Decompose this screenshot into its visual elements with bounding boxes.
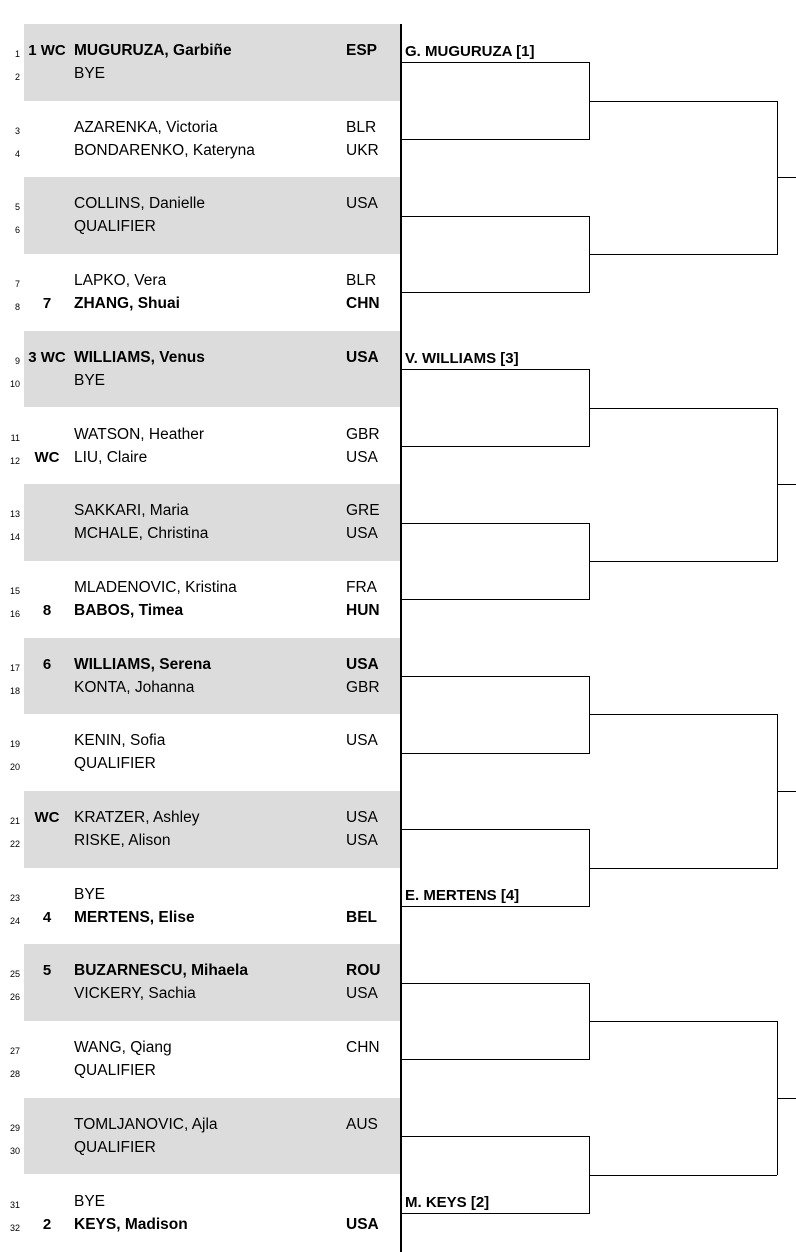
player-name: ZHANG, Shuai	[74, 295, 180, 313]
draw-position: 11	[10, 432, 20, 443]
draw-position: 32	[9, 1222, 20, 1233]
player-name: QUALIFIER	[74, 755, 156, 773]
player-name: BYE	[74, 371, 106, 389]
match-band	[24, 1098, 401, 1175]
bracket-line	[401, 369, 589, 370]
player-name: KEYS, Madison	[74, 1215, 188, 1233]
bracket-line	[589, 868, 777, 869]
player-nation: USA	[346, 985, 378, 1003]
seed-label: WC	[34, 809, 60, 826]
player-nation: CHN	[346, 295, 380, 313]
bracket-line	[401, 1213, 589, 1214]
bracket-line	[589, 101, 777, 102]
player-nation: FRA	[346, 578, 377, 596]
player-nation: UKR	[346, 141, 379, 159]
draw-position: 29	[9, 1122, 20, 1133]
draw-position: 19	[9, 739, 20, 750]
match-band	[24, 944, 401, 1021]
player-nation: USA	[346, 732, 378, 750]
player-name: MERTENS, Elise	[74, 908, 195, 926]
player-name: TOMLJANOVIC, Ajla	[74, 1115, 218, 1133]
player-name: KRATZER, Ashley	[74, 809, 200, 826]
draw-position: 18	[9, 685, 20, 696]
bracket-line	[401, 676, 589, 677]
player-name: QUALIFIER	[74, 1138, 156, 1156]
bracket-line	[401, 983, 589, 984]
player-name: QUALIFIER	[74, 218, 156, 236]
advanced-player: E. MERTENS [4]	[405, 887, 520, 905]
player-name: WANG, Qiang	[74, 1039, 172, 1057]
draw-position: 2	[14, 72, 20, 82]
draw-position: 22	[9, 839, 20, 849]
draw-position: 17	[9, 662, 20, 673]
match-band	[24, 484, 401, 561]
match-band	[24, 24, 401, 101]
bracket-line	[777, 177, 796, 178]
seed-label: 2	[42, 1215, 52, 1233]
bracket-line	[401, 139, 589, 140]
player-name: BONDARENKO, Kateryna	[74, 141, 255, 159]
player-nation: ESP	[346, 42, 378, 59]
bracket-line	[401, 599, 589, 600]
draw-position: 9	[14, 355, 20, 366]
draw-position: 21	[9, 816, 20, 826]
player-nation: USA	[346, 195, 378, 213]
seed-label: 1 WC	[28, 42, 66, 59]
bracket-line	[401, 829, 589, 830]
player-nation: USA	[346, 348, 379, 366]
player-name: MLADENOVIC, Kristina	[74, 578, 237, 596]
bracket-line	[589, 408, 777, 409]
draw-position: 26	[9, 992, 20, 1003]
seed-label: 5	[42, 962, 52, 980]
match-band	[24, 638, 401, 715]
draw-position: 8	[14, 302, 20, 313]
player-nation: USA	[346, 809, 378, 826]
player-name: BYE	[74, 65, 106, 82]
draw-position: 3	[14, 125, 20, 136]
player-nation: USA	[346, 448, 378, 466]
player-nation: USA	[346, 655, 379, 673]
seed-label: WC	[34, 448, 60, 466]
bracket-line	[589, 254, 777, 255]
draw-position: 15	[9, 585, 20, 596]
bracket-line	[401, 523, 589, 524]
player-nation: GRE	[346, 502, 380, 520]
draw-position: 12	[9, 455, 20, 466]
player-name: QUALIFIER	[74, 1062, 156, 1080]
draw-position: 14	[9, 532, 20, 543]
advanced-player: G. MUGURUZA [1]	[405, 43, 535, 61]
draw-position: 4	[14, 148, 20, 159]
bracket-line	[589, 1021, 777, 1022]
seed-label: 7	[42, 295, 52, 313]
player-nation: BLR	[346, 272, 377, 290]
player-name: BUZARNESCU, Mihaela	[74, 962, 248, 980]
player-name: BYE	[74, 1192, 106, 1210]
player-name: MCHALE, Christina	[74, 525, 209, 543]
player-nation: BEL	[346, 908, 377, 926]
draw-position: 7	[14, 279, 20, 290]
player-name: WILLIAMS, Venus	[74, 348, 205, 366]
player-name: BABOS, Timea	[74, 601, 184, 619]
player-name: VICKERY, Sachia	[74, 985, 196, 1003]
player-name: KENIN, Sofia	[74, 732, 166, 750]
bracket-line	[401, 446, 589, 447]
player-nation: BLR	[346, 118, 377, 136]
player-nation: USA	[346, 525, 378, 543]
match-band	[24, 177, 401, 254]
bracket-line	[777, 484, 796, 485]
match-band	[24, 331, 401, 408]
bracket-line	[401, 62, 589, 63]
match-band	[24, 791, 401, 868]
player-name: AZARENKA, Victoria	[74, 118, 218, 136]
draw-position: 23	[9, 892, 20, 903]
draw-position: 30	[9, 1145, 20, 1156]
bracket-line	[401, 1136, 589, 1137]
player-nation: AUS	[346, 1115, 378, 1133]
advanced-player: M. KEYS [2]	[405, 1193, 490, 1211]
draw-position: 13	[9, 509, 20, 520]
draw-position: 10	[9, 378, 20, 389]
player-name: RISKE, Alison	[74, 832, 171, 849]
player-name: LIU, Claire	[74, 448, 148, 466]
draw-position: 6	[14, 225, 20, 236]
bracket-line	[589, 714, 777, 715]
player-nation: ROU	[346, 962, 381, 980]
player-name: KONTA, Johanna	[74, 678, 195, 696]
draw-position: 27	[9, 1046, 20, 1057]
player-nation: USA	[346, 1215, 379, 1233]
player-nation: GBR	[346, 678, 380, 696]
player-nation: USA	[346, 832, 378, 849]
bracket-line	[401, 292, 589, 293]
bracket-line	[401, 753, 589, 754]
draw-position: 16	[9, 608, 20, 619]
player-name: COLLINS, Danielle	[74, 195, 205, 213]
player-name: BYE	[74, 885, 106, 903]
draw-divider	[400, 24, 402, 1252]
seed-label: 6	[42, 655, 52, 673]
bracket-line	[401, 216, 589, 217]
draw-position: 1	[14, 49, 20, 59]
player-name: LAPKO, Vera	[74, 272, 167, 290]
player-nation: GBR	[346, 425, 380, 443]
player-nation: HUN	[346, 601, 380, 619]
seed-label: 3 WC	[28, 348, 66, 366]
player-name: MUGURUZA, Garbiñe	[74, 42, 232, 59]
draw-position: 31	[9, 1199, 20, 1210]
player-name: SAKKARI, Maria	[74, 502, 189, 520]
bracket-line	[777, 791, 796, 792]
bracket-line	[401, 1059, 589, 1060]
player-name: WATSON, Heather	[74, 425, 205, 443]
bracket-line	[401, 906, 589, 907]
bracket-line	[589, 1175, 777, 1176]
player-nation: CHN	[346, 1039, 380, 1057]
draw-position: 28	[9, 1069, 20, 1080]
player-name: WILLIAMS, Serena	[74, 655, 211, 673]
draw-position: 25	[9, 969, 20, 980]
draw-position: 20	[9, 762, 20, 773]
draw-position: 24	[9, 915, 20, 926]
seed-label: 4	[42, 908, 52, 926]
advanced-player: V. WILLIAMS [3]	[405, 350, 519, 368]
bracket-line	[777, 1098, 796, 1099]
draw-position: 5	[14, 202, 20, 213]
bracket-line	[589, 561, 777, 562]
seed-label: 8	[42, 601, 52, 619]
